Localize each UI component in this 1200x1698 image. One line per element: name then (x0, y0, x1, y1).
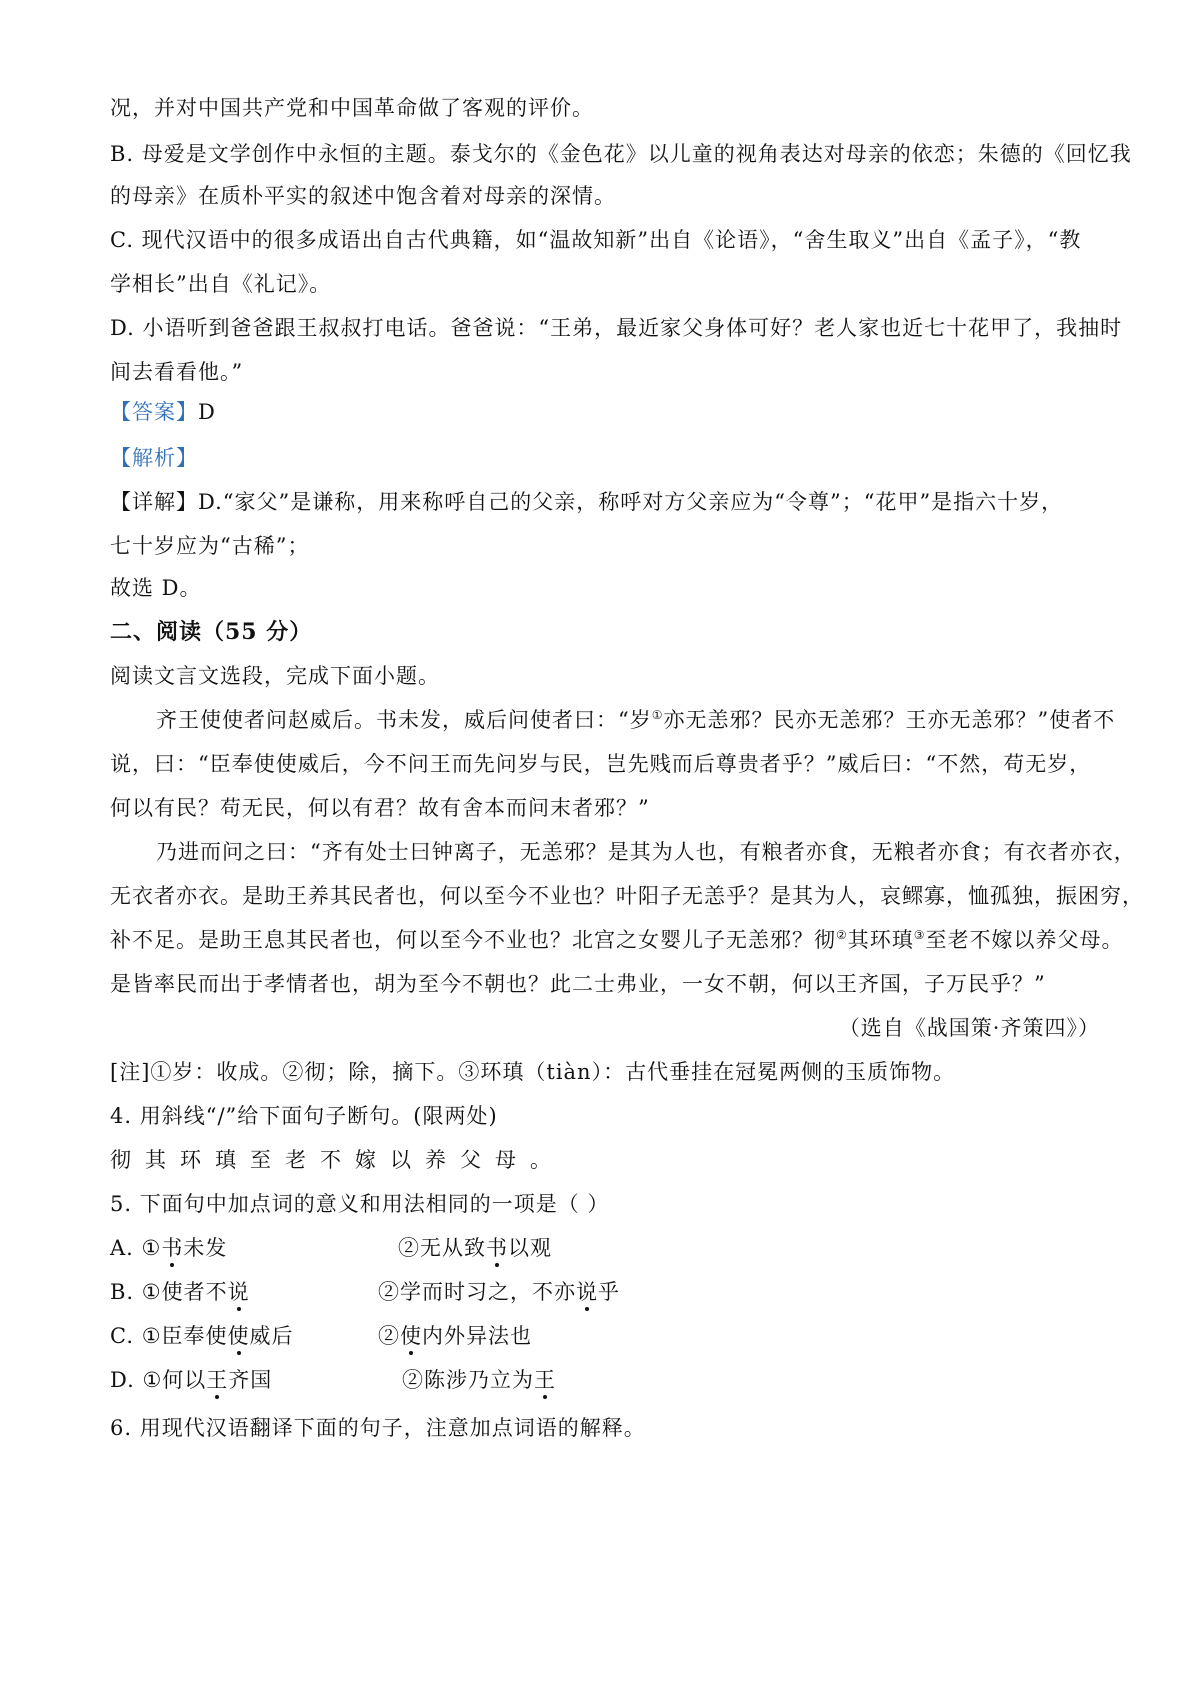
option-text: ①使者不 (141, 1280, 228, 1304)
detail-line1: 【详解】D.“家父”是谦称，用来称呼自己的父亲，称呼对方父亲应为“令尊”；“花甲”是指六十岁， (110, 490, 1064, 514)
dotted-word: 使 (400, 1324, 422, 1348)
passage-p2-line4: 是皆率民而出于孝情者也，胡为至今不朝也？此二士弗业，一女不朝，何以王齐国，子万民乎？” (110, 972, 1046, 996)
option-label: A. (110, 1236, 134, 1260)
option-text: ②无从致 (398, 1236, 486, 1260)
q5-option-b (110, 1278, 1100, 1306)
q5-option-c (110, 1322, 1100, 1350)
q3-option-d-line1: D. 小语听到爸爸跟王叔叔打电话。爸爸说：“王弟，最近家父身体可好？老人家也近七十花甲了，我抽时 (110, 316, 1123, 340)
section-instruction: 阅读文言文选段，完成下面小题。 (110, 664, 440, 688)
q4-sentence: 彻其环瑱至老不嫁以养父母。 (110, 1148, 565, 1172)
passage-p2-line1: 乃进而问之曰：“齐有处士曰钟离子，无恙邪？是其为人也，有粮者亦食，无粮者亦食；有衣者亦衣， (156, 840, 1136, 864)
dotted-word: 说 (576, 1280, 598, 1304)
q5-option-a (110, 1234, 1100, 1262)
option-text: ①何以 (142, 1368, 207, 1392)
answer-line (110, 398, 216, 426)
option-text: ② (378, 1324, 400, 1348)
option-d-second (402, 1366, 556, 1394)
passage-text: 至老不嫁以养父母。 (925, 928, 1124, 952)
option-b-second (378, 1278, 620, 1306)
detail-line2: 七十岁应为“古稀”； (110, 534, 310, 558)
passage-p2-line2: 无衣者亦衣。是助王养其民者也，何以至今不业也？叶阳子无恙乎？是其为人，哀鳏寡，恤孤独，振困穷， (110, 884, 1144, 908)
analysis-tag: 【解析】 (110, 446, 198, 470)
option-c-second (378, 1322, 532, 1350)
option-label: C. (110, 1324, 134, 1348)
passage-p2-line3 (110, 926, 1124, 954)
option-text: ①臣奉使 (141, 1324, 228, 1348)
option-text: ②陈涉乃立为 (402, 1368, 534, 1392)
option-text: ① (141, 1236, 162, 1260)
passage-p1-line3: 何以有民？苟无民，何以有君？故有舍本而问末者邪？” (110, 796, 650, 820)
dotted-word: 说 (227, 1280, 250, 1304)
q5-prompt: 5. 下面句中加点词的意义和用法相同的一项是（ ） (110, 1192, 610, 1216)
q3-option-a-tail: 况，并对中国共产党和中国革命做了客观的评价。 (110, 96, 594, 120)
passage-text: 齐王使使者问赵威后。书未发，威后问使者曰：“岁 (156, 708, 652, 732)
option-label: B. (110, 1280, 135, 1304)
q3-option-b-line2: 的母亲》在质朴平实的叙述中饱含着对母亲的深情。 (110, 184, 616, 208)
option-label: D. (110, 1368, 135, 1392)
passage-p1-line2: 说，曰：“臣奉使使威后，今不问王而先问岁与民，岂先贱而后尊贵者乎？”威后曰：“不然，苟无岁， (110, 752, 1092, 776)
section-heading: 二、阅读（55 分） (110, 619, 313, 645)
passage-source: （选自《战国策·齐策四》） (838, 1016, 1100, 1040)
dotted-word: 王 (534, 1368, 556, 1392)
passage-text: 亦无恙邪？民亦无恙邪？王亦无恙邪？”使者不 (663, 708, 1116, 732)
footnote-marker: ③ (913, 928, 926, 942)
q6-prompt: 6. 用现代汉语翻译下面的句子，注意加点词语的解释。 (110, 1416, 646, 1440)
footnote-marker: ① (651, 708, 664, 722)
option-text: 齐国 (228, 1368, 273, 1392)
answer-tag: 【答案】 (110, 400, 198, 424)
option-a-second (398, 1234, 552, 1262)
footnote-marker: ② (836, 928, 848, 942)
q3-option-c-line1: C. 现代汉语中的很多成语出自古代典籍，如“温故知新”出自《论语》，“舍生取义”出自《孟子》，“教 (110, 228, 1082, 252)
dotted-word: 书 (486, 1236, 508, 1260)
passage-p1-line1 (156, 706, 1115, 734)
option-text: ②学而时习之，不亦 (378, 1280, 576, 1304)
option-text: 乎 (598, 1280, 620, 1304)
q3-option-c-line2: 学相长”出自《礼记》。 (110, 272, 332, 296)
q3-option-d-line2: 间去看看他。” (110, 360, 244, 384)
option-text: 未发 (183, 1236, 228, 1260)
dotted-word: 王 (206, 1368, 229, 1392)
passage-text: 其环瑱 (847, 928, 914, 952)
dotted-word: 书 (161, 1236, 184, 1260)
answer-value: D (198, 400, 216, 424)
passage-text: 补不足。是助王息其民者也，何以至今不业也？北宫之女婴儿子无恙邪？彻 (110, 928, 836, 952)
q4-prompt: 4. 用斜线“/”给下面句子断句。(限两处) (110, 1104, 498, 1128)
q3-option-b-line1: B. 母爱是文学创作中永恒的主题。泰戈尔的《金色花》以儿童的视角表达对母亲的依恋；朱德的《回忆我 (110, 142, 1132, 166)
dotted-word: 使 (227, 1324, 250, 1348)
option-text: 威后 (249, 1324, 294, 1348)
annotation-notes: [注]①岁：收成。②彻；除，摘下。③环瑱（tiàn）：古代垂挂在冠冕两侧的玉质饰物。 (110, 1060, 956, 1084)
conclusion: 故选 D。 (110, 576, 202, 600)
q5-option-d (110, 1366, 1100, 1394)
option-text: 内外异法也 (422, 1324, 532, 1348)
option-text: 以观 (508, 1236, 552, 1260)
